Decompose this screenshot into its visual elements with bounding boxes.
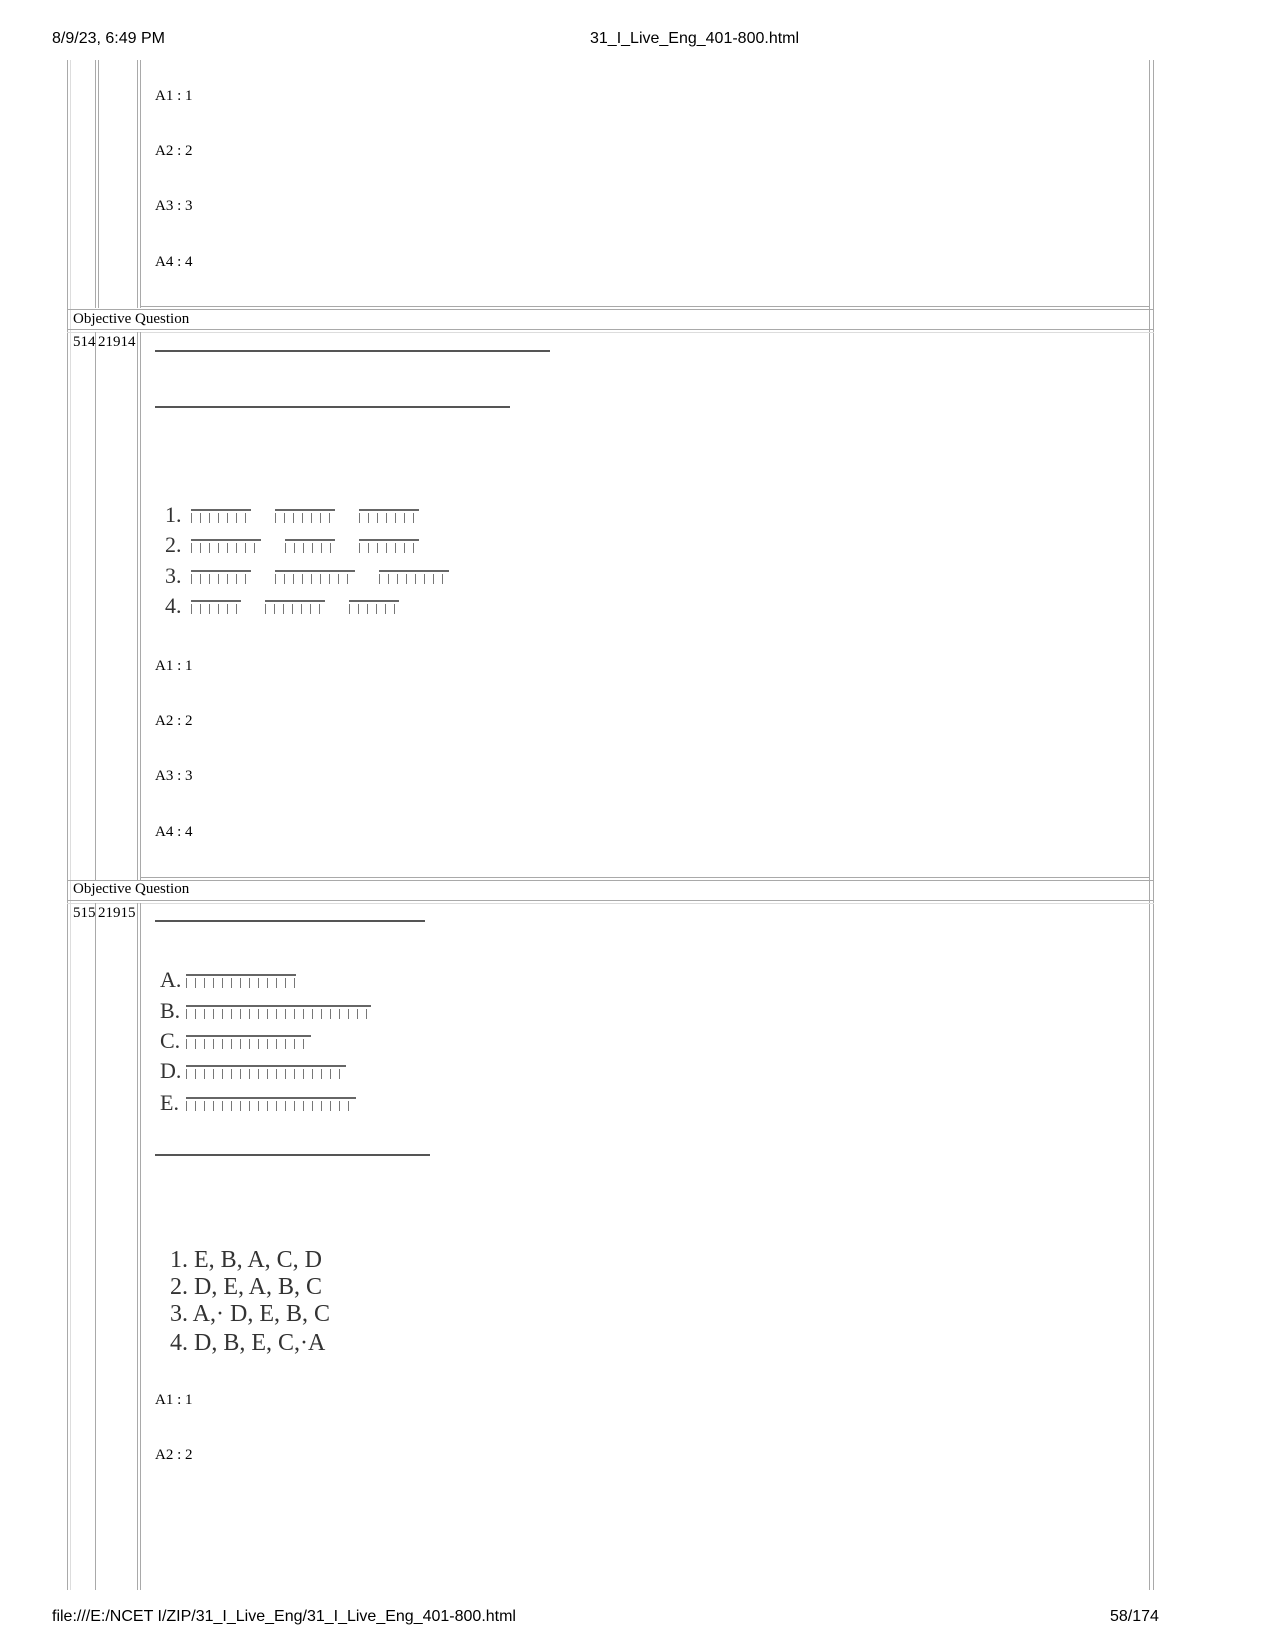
answer-1: A1 : 1 [155,88,193,104]
answer-3: A3 : 3 [155,768,193,784]
option-number: 2. [165,532,182,557]
print-datetime: 8/9/23, 6:49 PM [52,30,165,47]
answer-1: A1 : 1 [155,1392,193,1408]
print-page-number: 58/174 [1110,1608,1159,1625]
answer-1: A1 : 1 [155,658,193,674]
option-number: 1. [165,502,182,527]
item-letter: E. [160,1090,179,1115]
question-serial: 515 [73,905,96,921]
print-title: 31_I_Live_Eng_401-800.html [590,30,800,47]
question-serial: 514 [73,334,96,350]
sequence-option: 3. A,· D, E, B, C [170,1301,331,1327]
item-letter: B. [160,998,181,1023]
sequence-option: 2. D, E, A, B, C [170,1274,323,1300]
question-type-label: Objective Question [73,881,190,897]
question-id: 21915 [98,905,136,921]
sequence-option: 4. D, B, E, C,·A [170,1330,326,1356]
answer-3: A3 : 3 [155,198,193,214]
print-file-path: file:///E:/NCET I/ZIP/31_I_Live_Eng/31_I_Live_Eng_401-800.html [52,1608,516,1625]
item-letter: C. [160,1028,181,1053]
item-letter: A. [160,967,182,992]
question-id: 21914 [98,334,136,350]
answer-4: A4 : 4 [155,824,193,840]
sequence-option: 1. E, B, A, C, D [170,1247,323,1273]
item-letter: D. [160,1058,182,1083]
answer-4: A4 : 4 [155,254,193,270]
answer-2: A2 : 2 [155,143,193,159]
option-number: 4. [165,593,182,618]
option-number: 3. [165,563,182,588]
answer-2: A2 : 2 [155,1447,193,1463]
question-type-label: Objective Question [73,311,190,327]
answer-2: A2 : 2 [155,713,193,729]
